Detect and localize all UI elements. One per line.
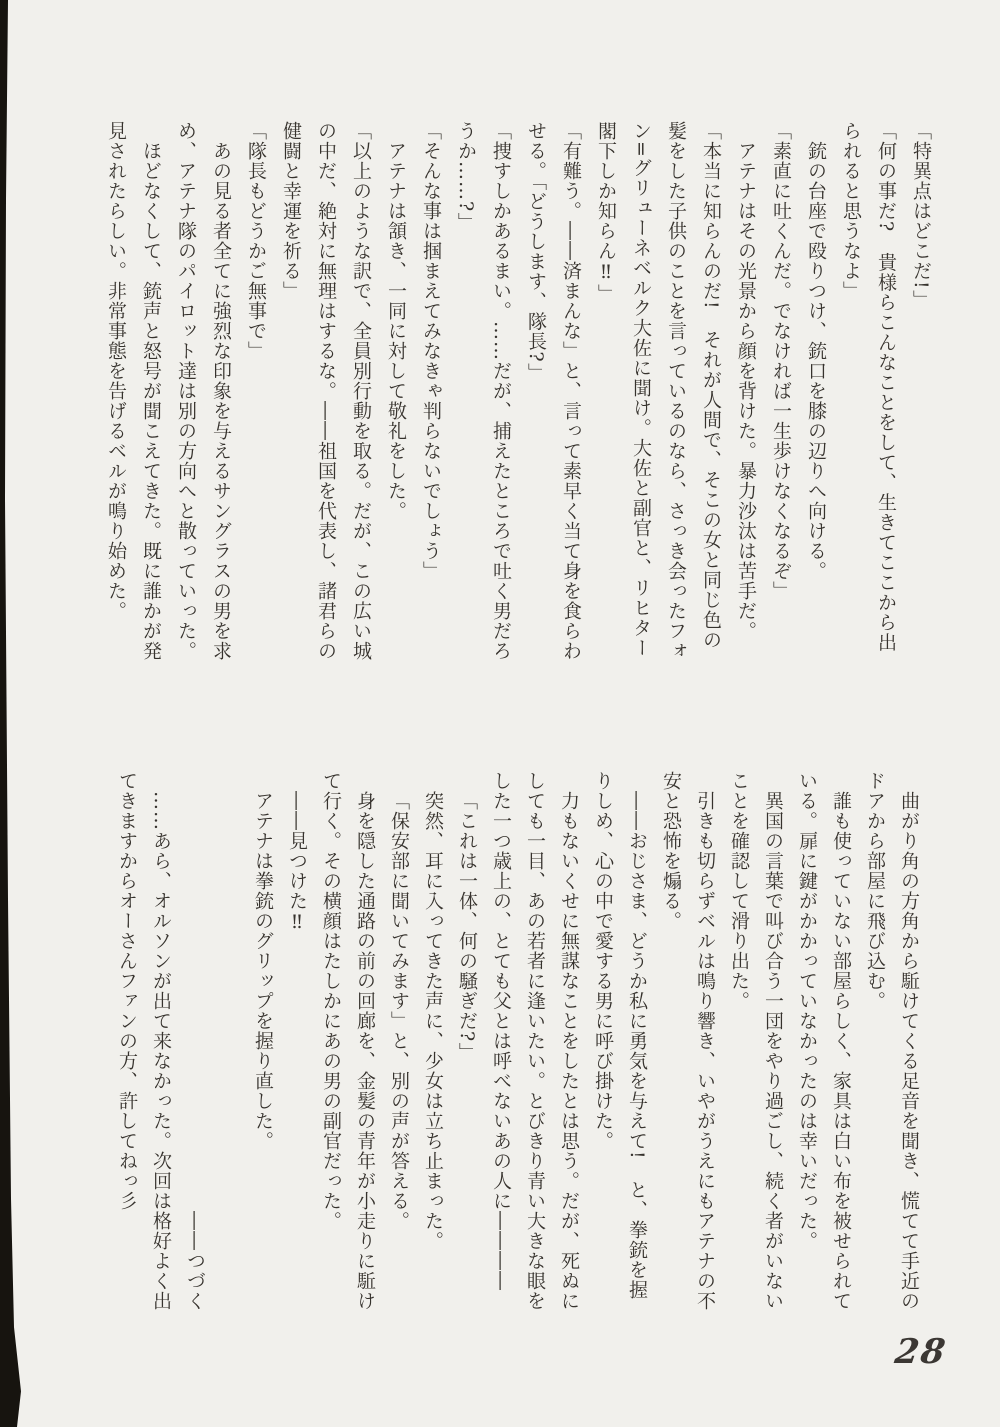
text-column: 「保安部に聞いてみます」と、別の声が答える。 [388,791,410,1231]
text-column: した一つ歳上の、とても父とは呼べないあの人に―――― [490,771,512,1291]
text-column: ――おじさま、どうか私に勇気を与えて! と、拳銃を握 [626,791,648,1300]
text-column: いる。扉に鍵がかかっていなかったのは幸いだった。 [796,771,818,1251]
text-column: 「有難う。――済まんな」と、言って素早く当て身を食らわ [560,121,582,661]
text-column: の中だ、絶対に無理はするな。――祖国を代表し、諸君らの [315,121,337,661]
text-column: あの見る者全てに強烈な印象を与えるサングラスの男を求 [210,141,232,661]
text-column: 「これは一体、何の騒ぎだ?」 [456,791,478,1063]
text-column: られると思うなよ」 [840,121,862,301]
text-column: せる。「どうします、隊長?」 [525,121,547,383]
text-column: ……あら、オルソンが出て来なかった。次回は格好よく出 [150,791,172,1311]
text-column: 健闘と幸運を祈る」 [280,121,302,301]
text-column: 「本当に知らんのだ! それが人間で、そこの女と同じ色の [700,121,722,650]
text-column: 安と恐怖を煽る。 [660,771,682,931]
text-column: アテナは拳銃のグリップを握り直した。 [252,791,274,1151]
story-text-block-top [96,121,938,673]
text-column: 閣下しか知らん‼」 [595,121,617,304]
text-column: アテナはその光景から顔を背けた。暴力沙汰は苦手だ。 [735,141,757,641]
text-column: 「素直に吐くんだ。でなければ一生歩けなくなるぞ」 [770,121,792,601]
text-column: しても一目、あの若者に逢いたい。とびきり青い大きな眼を [524,771,546,1311]
text-column: 誰も使っていない部屋らしく、家具は白い布を被せられて [830,791,852,1311]
text-column: りしめ、心の中で愛する男に呼び掛けた。 [592,771,614,1151]
text-column: 異国の言葉で叫び合う一団をやり過ごし、続く者がいない [762,791,784,1311]
text-column: ことを確認して滑り出た。 [728,771,750,1011]
text-column: 「捜すしかあるまい。……だが、捕えたところで吐く男だろ [490,121,512,661]
text-column: て行く。その横顔はたしかにあの男の副官だった。 [320,771,342,1231]
text-column: てきますからオーさんファンの方、許してねっ彡 [116,771,138,1211]
text-column: うか……?」 [455,121,477,233]
text-column: 銃の台座で殴りつけ、銃口を膝の辺りへ向ける。 [805,141,827,581]
story-text-block-bottom [108,771,926,1321]
page-edge-shadow [0,0,22,1427]
text-column: アテナは頷き、一同に対して敬礼をした。 [385,141,407,521]
text-column: 「隊長もどうかご無事で」 [245,121,267,361]
page-number: 28 [892,1332,950,1372]
text-column: 「そんな事は掴まえてみなきゃ判らないでしょう」 [420,121,442,581]
text-column: ――見つけた‼ [286,791,308,934]
text-column: め、アテナ隊のパイロット達は別の方向へと散っていった。 [175,121,197,661]
text-column: 「何の事だ? 貴様らこんなことをして、生きてここから出 [875,121,897,653]
text-column: 引きも切らずベルは鳴り響き、いやがうえにもアテナの不 [694,791,716,1311]
text-column: 身を隠した通路の前の回廊を、金髪の青年が小走りに駈け [354,791,376,1311]
text-column: 力もないくせに無謀なことをしたとは思う。だが、死ぬに [558,791,580,1311]
text-column: 「以上のような訳で、全員別行動を取る。だが、この広い城 [350,121,372,661]
text-column: ン=グリューネベルク大佐に聞け。大佐と副官と、リヒター [630,121,652,658]
text-column: 見されたらしい。非常事態を告げるベルが鳴り始めた。 [105,121,127,621]
text-column: ドアから部屋に飛び込む。 [864,771,886,1011]
text-column: 「特異点はどこだ!」 [910,121,932,310]
text-column: 曲がり角の方角から駈けてくる足音を聞き、慌てて手近の [898,791,920,1311]
text-column: ほどなくして、銃声と怒号が聞こえてきた。既に誰かが発 [140,141,162,661]
to-be-continued: ――つづく [184,1211,206,1311]
text-column: 突然、耳に入ってきた声に、少女は立ち止まった。 [422,791,444,1251]
text-column: 髪をした子供のことを言っているのなら、さっき会ったフォ [665,121,687,661]
